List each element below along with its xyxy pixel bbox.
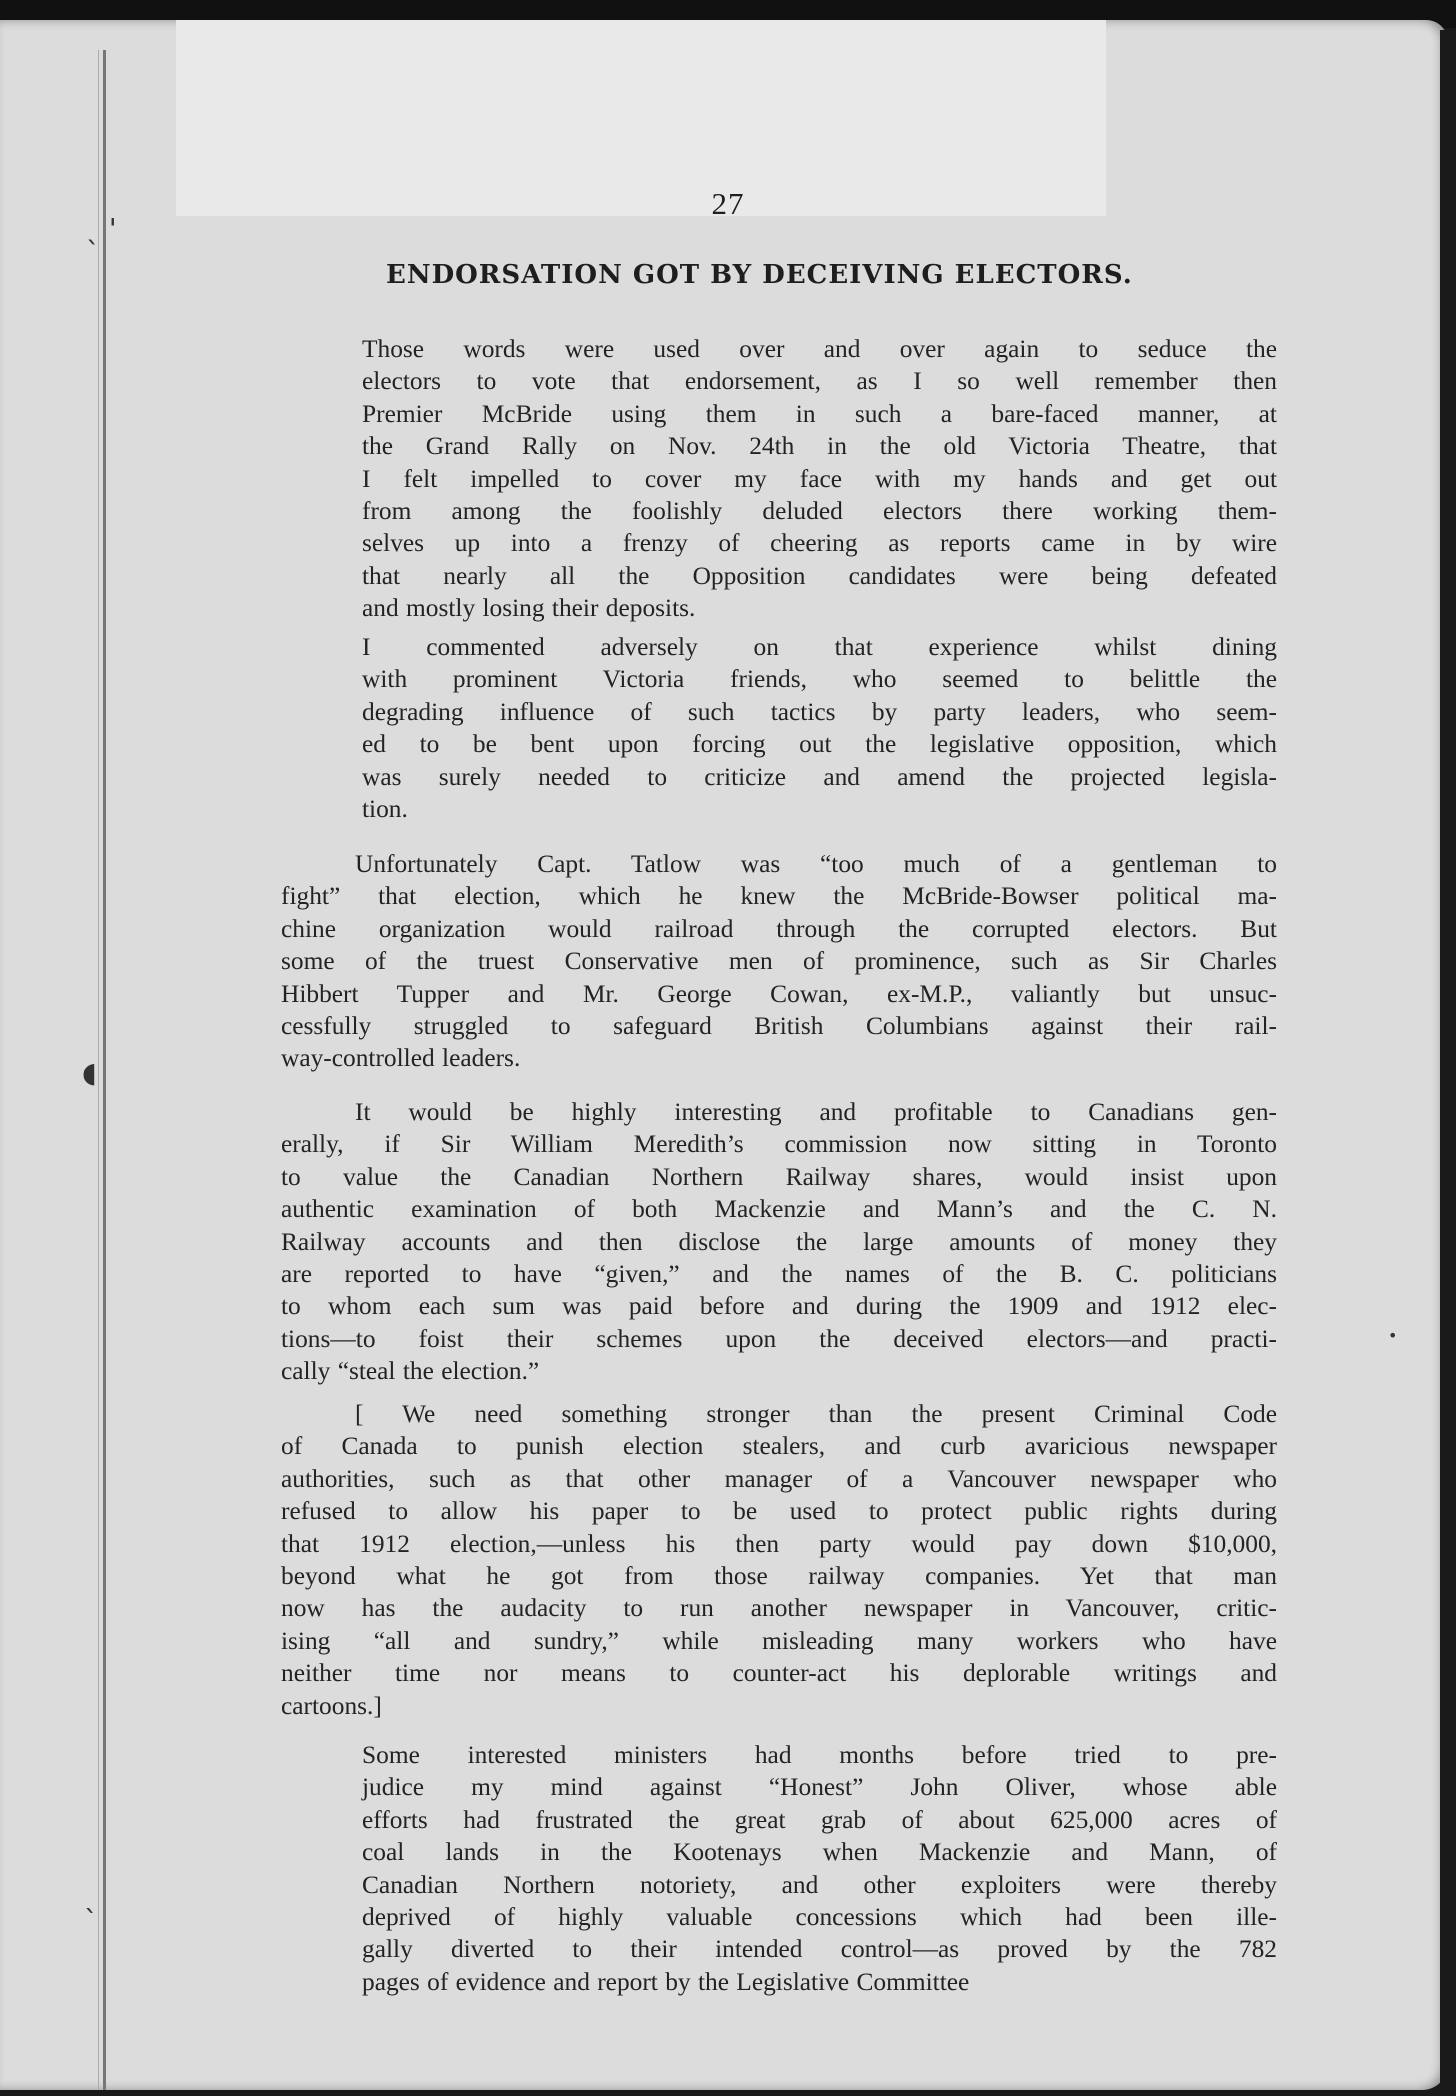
text-line: to whom each sum was paid before and during the 1909 and 1912 elec- [281, 1292, 1277, 1321]
paragraph [362, 333, 1277, 625]
text-line: deprived of highly valuable concessions which had been ille- [362, 1903, 1277, 1932]
text-line: that 1912 election,—unless his then party would pay down $10,000, [281, 1529, 1277, 1558]
section-heading: ENDORSATION GOT BY DECEIVING ELECTORS. [386, 260, 1133, 290]
text-line: efforts had frustrated the great grab of about 625,000 acres of [362, 1805, 1277, 1834]
paragraph [281, 848, 1277, 1075]
text-line: fight” that election, which he knew the McBride-Bowser political ma- [281, 882, 1277, 911]
text-line: of Canada to punish election stealers, and curb avaricious newspaper [281, 1432, 1277, 1461]
text-line: [ We need something stronger than the present Criminal Code [355, 1400, 1277, 1428]
page-number: 27 [711, 186, 745, 221]
text-line: tions—to foist their schemes upon the deceived electors—and practi- [281, 1324, 1277, 1353]
text-line: Canadian Northern notoriety, and other exploiters were thereby [362, 1870, 1277, 1899]
paragraph [362, 631, 1277, 825]
text-line: from among the foolishly deluded electors there working them- [362, 497, 1277, 526]
text-line: gally diverted to their intended control—as proved by the 782 [362, 1935, 1277, 1964]
text-line: erally, if Sir William Meredith’s commission now sitting in Toronto [281, 1130, 1277, 1159]
margin-mark: ˎ ꞌ [86, 212, 117, 245]
text-line: coal lands in the Kootenays when Mackenzie and Mann, of [362, 1838, 1277, 1867]
text-line: to value the Canadian Northern Railway shares, would insist upon [281, 1162, 1277, 1191]
text-line: Railway accounts and then disclose the large amounts of money they [281, 1227, 1277, 1256]
text-line: ed to be bent upon forcing out the legislative opposition, which [362, 730, 1277, 759]
margin-mark: ◖ [82, 1056, 97, 1089]
paragraph [362, 1739, 1277, 1998]
text-line: degrading influence of such tactics by party leaders, who seem- [362, 697, 1277, 726]
text-line: I commented adversely on that experience whilst dining [362, 633, 1277, 661]
text-line: authorities, such as that other manager of a Vancouver newspaper who [281, 1464, 1277, 1493]
text-line: was surely needed to criticize and amend the projected legisla- [362, 762, 1277, 791]
text-line: refused to allow his paper to be used to protect public rights during [281, 1497, 1277, 1526]
text-line: and mostly losing their deposits. [362, 594, 696, 623]
text-line: electors to vote that endorsement, as I so well remember then [362, 367, 1277, 396]
margin-mark: • [1388, 1326, 1398, 1345]
paragraph [281, 1096, 1277, 1388]
text-line: authentic examination of both Mackenzie and Mann’s and the C. N. [281, 1195, 1277, 1224]
text-line: beyond what he got from those railway companies. Yet that man [281, 1562, 1277, 1591]
text-line: now has the audacity to run another newspaper in Vancouver, critic- [281, 1594, 1277, 1623]
text-line: cally “steal the election.” [281, 1357, 540, 1386]
paragraph [281, 1398, 1277, 1722]
text-line: cessfully struggled to safeguard British Columbians against their rail- [281, 1012, 1277, 1041]
binding-edge [98, 50, 99, 2090]
text-line: some of the truest Conservative men of prominence, such as Sir Charles [281, 947, 1277, 976]
text-line: ising “all and sundry,” while misleading many workers who have [281, 1626, 1277, 1655]
text-line: cartoons.] [281, 1691, 382, 1720]
text-line: Those words were used over and over again to seduce the [362, 335, 1277, 363]
scan-right-border [1440, 30, 1456, 2090]
margin-mark: ˋ [84, 1904, 98, 1937]
text-line: pages of evidence and report by the Legislative Committee [362, 1967, 970, 1996]
text-line: Some interested ministers had months before tried to pre- [362, 1741, 1277, 1769]
text-line: the Grand Rally on Nov. 24th in the old Victoria Theatre, that [362, 432, 1277, 461]
text-line: It would be highly interesting and profitable to Canadians gen- [355, 1098, 1277, 1126]
text-line: judice my mind against “Honest” John Oliver, whose able [362, 1773, 1277, 1802]
text-line: selves up into a frenzy of cheering as reports came in by wire [362, 529, 1277, 558]
text-line: I felt impelled to cover my face with my hands and get out [362, 464, 1277, 493]
text-line: that nearly all the Opposition candidates were being defeated [362, 561, 1277, 590]
binding-edge [103, 50, 106, 2090]
text-line: Unfortunately Capt. Tatlow was “too much of a gentleman to [355, 850, 1277, 878]
text-line: Premier McBride using them in such a bare-faced manner, at [362, 399, 1277, 428]
text-line: neither time nor means to counter-act his deplorable writings and [281, 1659, 1277, 1688]
text-line: are reported to have “given,” and the names of the B. C. politicians [281, 1260, 1277, 1289]
text-line: way-controlled leaders. [281, 1044, 521, 1073]
text-line: Hibbert Tupper and Mr. George Cowan, ex-M.P., valiantly but unsuc- [281, 979, 1277, 1008]
text-line: tion. [362, 795, 408, 824]
text-line: chine organization would railroad through the corrupted electors. But [281, 914, 1277, 943]
text-line: with prominent Victoria friends, who seemed to belittle the [362, 665, 1277, 694]
